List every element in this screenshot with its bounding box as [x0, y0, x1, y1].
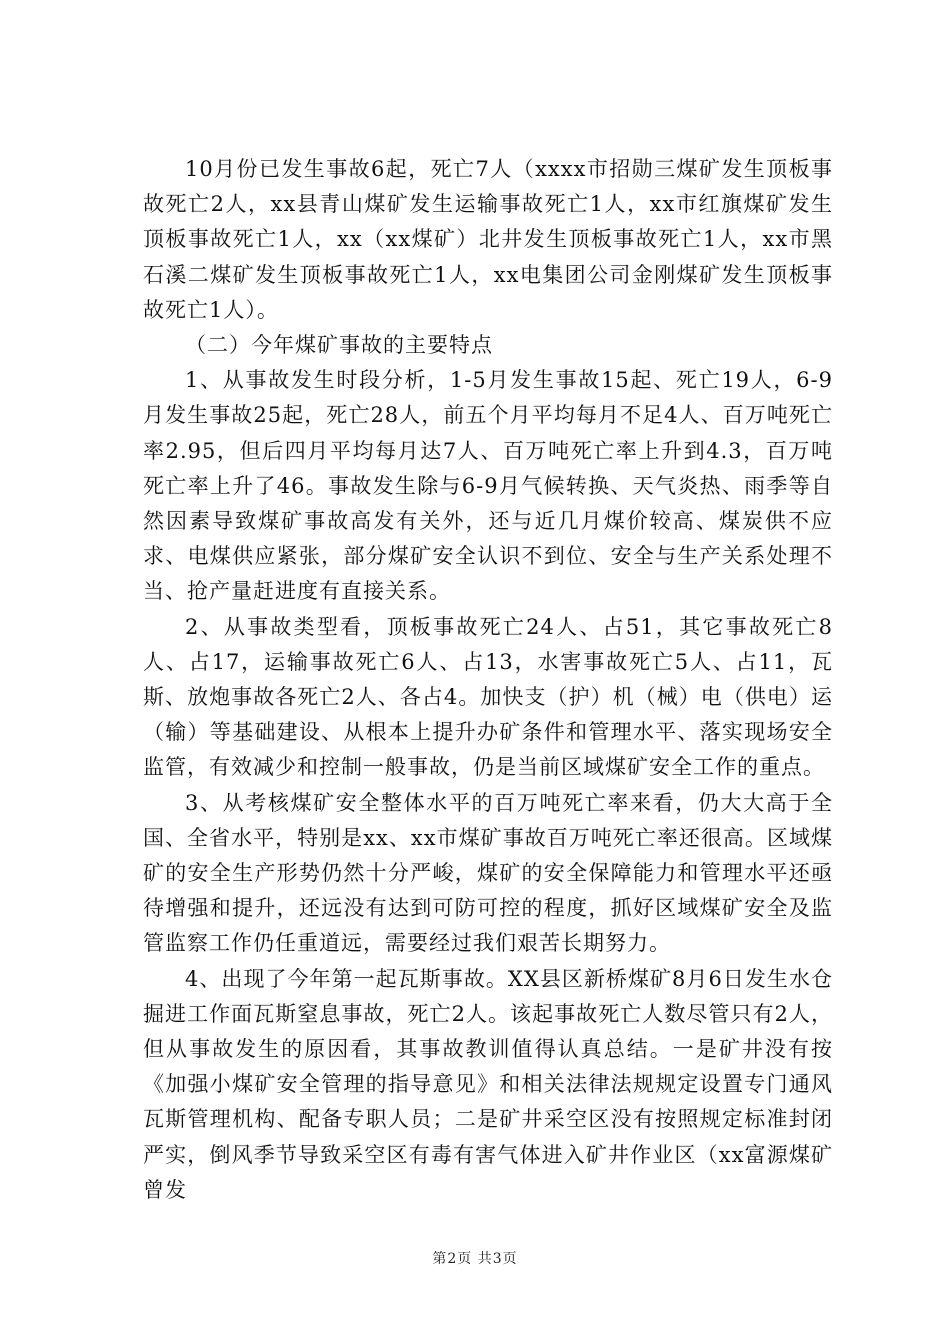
page-footer: 第2页 共3页	[432, 1251, 518, 1267]
paragraph-october-accidents: 10月份已发生事故6起，死亡7人（xxxx市招勋三煤矿发生顶板事故死亡2人，xx县青山煤矿发生运输事故死亡1人，xx市红旗煤矿发生顶板事故死亡1人，xx（xx煤矿）北井发生顶板事故死亡1人，xx市黑石溪二煤矿发生顶板事故死亡1人，xx电集团公司金刚煤矿发生顶板事故死亡1人）。	[143, 157, 833, 322]
paragraph-point-3: 3、从考核煤矿安全整体水平的百万吨死亡率来看，仍大大高于全国、全省水平，特别是xx、xx市煤矿事故百万吨死亡率还很高。区域煤矿的安全生产形势仍然十分严峻，煤矿的安全保障能力和管理水平还亟待增强和提升，还远没有达到可防可控的程度，抓好区域煤矿安全及监管监察工作仍任重道远，需要经过我们艰苦长期努力。	[143, 790, 833, 956]
paragraph-point-1: 1、从事故发生时段分析，1-5月发生事故15起、死亡19人，6-9月发生事故25起，死亡28人，前五个月平均每月不足4人、百万吨死亡率2.95，但后四月平均每月达7人、百万吨死亡率上升到4.3，百万吨死亡率上升了46。事故发生除与6-9月气候转换、天气炎热、雨季等自然因素导致煤矿事故高发有关外，还与近几月煤价较高、煤炭供不应求、电煤供应紧张，部分煤矿安全认识不到位、安全与生产关系处理不当、抢产量赶进度有直接关系。	[143, 368, 833, 604]
paragraph-point-2: 2、从事故类型看，顶板事故死亡24人、占51，其它事故死亡8人、占17，运输事故死亡6人、占13，水害事故死亡5人、占11，瓦斯、放炮事故各死亡2人、各占4。加快支（护）机（械）电（供电）运（输）等基础建设、从根本上提升办矿条件和管理水平、落实现场安全监管，有效减少和控制一般事故，仍是当前区域煤矿安全工作的重点。	[143, 614, 833, 780]
document-body	[143, 152, 833, 1208]
section-heading-main-features: （二）今年煤矿事故的主要特点	[185, 333, 493, 358]
paragraph-point-4: 4、出现了今年第一起瓦斯事故。XX县区新桥煤矿8月6日发生水仓掘进工作面瓦斯窒息事故，死亡2人。该起事故死亡人数尽管只有2人，但从事故发生的原因看，其事故教训值得认真总结。一是矿井没有按《加强小煤矿安全管理的指导意见》和相关法律法规规定设置专门通风瓦斯管理机构、配备专职人员；二是矿井采空区没有按照规定标准封闭严实，倒风季节导致采空区有毒有害气体进入矿井作业区（xx富源煤矿曾发	[143, 966, 833, 1202]
